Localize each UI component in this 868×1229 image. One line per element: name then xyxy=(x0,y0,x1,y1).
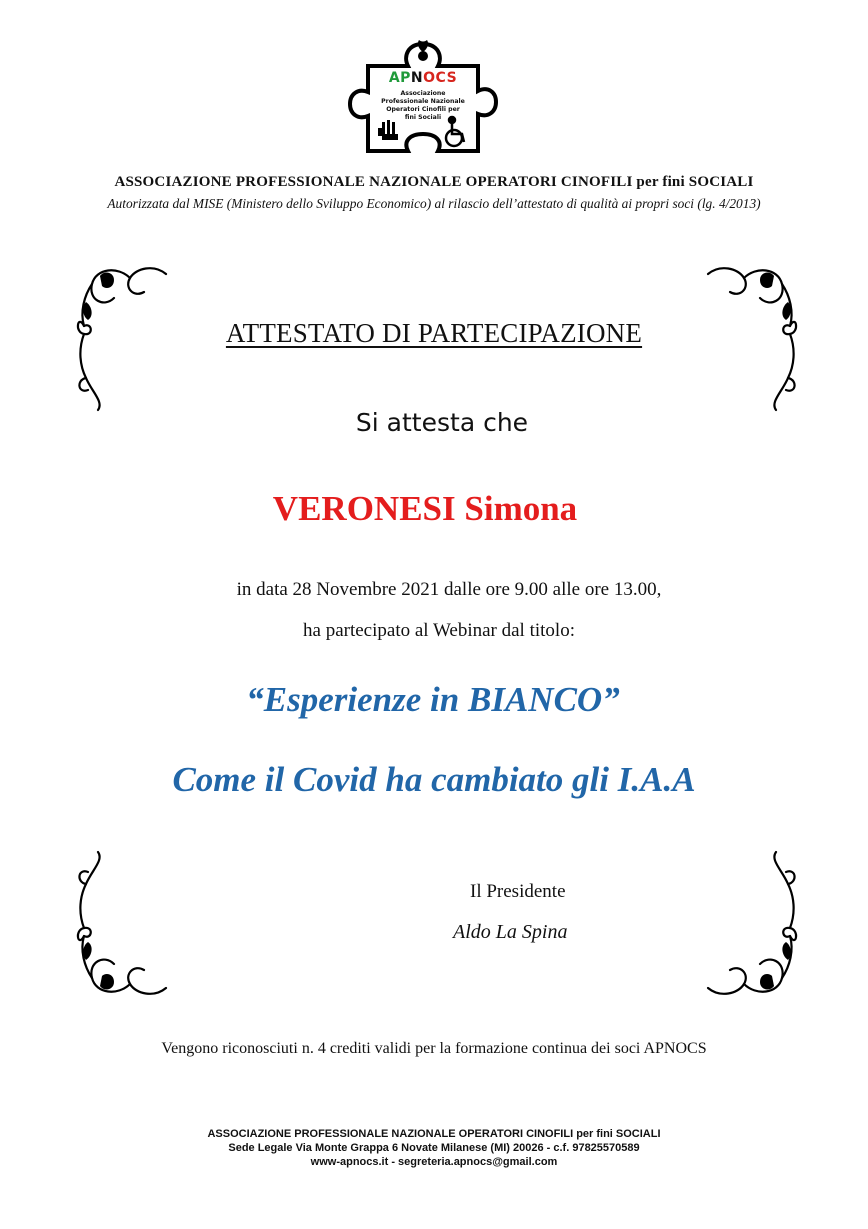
logo-line: Operatori Cinofili per xyxy=(386,106,460,113)
certificate-heading: ATTESTATO DI PARTECIPAZIONE xyxy=(225,318,643,348)
logo-line: Professionale Nazionale xyxy=(381,98,465,105)
date-line: in data 28 Novembre 2021 dalle ore 9.00 alle ore 13.00, xyxy=(236,579,662,600)
president-signature: Aldo La Spina xyxy=(453,921,568,943)
participation-line: ha partecipato al Webinar dal titolo: xyxy=(303,620,575,641)
president-label: Il Presidente xyxy=(470,881,566,902)
certificate-intro: Si attesta che xyxy=(355,408,529,437)
footer xyxy=(0,1127,868,1169)
logo-subtitle xyxy=(376,90,470,119)
footer-org: ASSOCIAZIONE PROFESSIONALE NAZIONALE OPERATORI CINOFILI per fini SOCIALI xyxy=(207,1128,661,1140)
authorization-note: Autorizzata dal MISE (Ministero dello Sviluppo Economico) al rilascio dell’attestato di qualità ai propri soci (lg. 4/2013) xyxy=(107,196,761,211)
ornament-bottom-right-icon xyxy=(700,850,800,1000)
recipient-name: VERONESI Simona xyxy=(272,489,578,528)
webinar-subtitle: Come il Covid ha cambiato gli I.A.A xyxy=(172,760,696,799)
logo-line: fini Sociali xyxy=(404,114,442,119)
logo-brand: APNOCS xyxy=(388,70,458,86)
logo-line: Associazione xyxy=(400,90,446,97)
org-name: ASSOCIAZIONE PROFESSIONALE NAZIONALE OPERATORI CINOFILI per fini SOCIALI xyxy=(114,174,754,190)
ornament-bottom-left-icon xyxy=(74,850,174,1000)
footer-contacts: www-apnocs.it - segreteria.apnocs@gmail.com xyxy=(310,1156,558,1168)
credits-note: Vengono riconosciuti n. 4 crediti validi per la formazione continua dei soci APNOCS xyxy=(161,1040,707,1057)
footer-address: Sede Legale Via Monte Grappa 6 Novate Milanese (MI) 20026 - c.f. 97825570589 xyxy=(228,1142,640,1154)
webinar-title: “Esperienze in BIANCO” xyxy=(246,680,620,719)
apnocs-logo xyxy=(348,36,498,160)
